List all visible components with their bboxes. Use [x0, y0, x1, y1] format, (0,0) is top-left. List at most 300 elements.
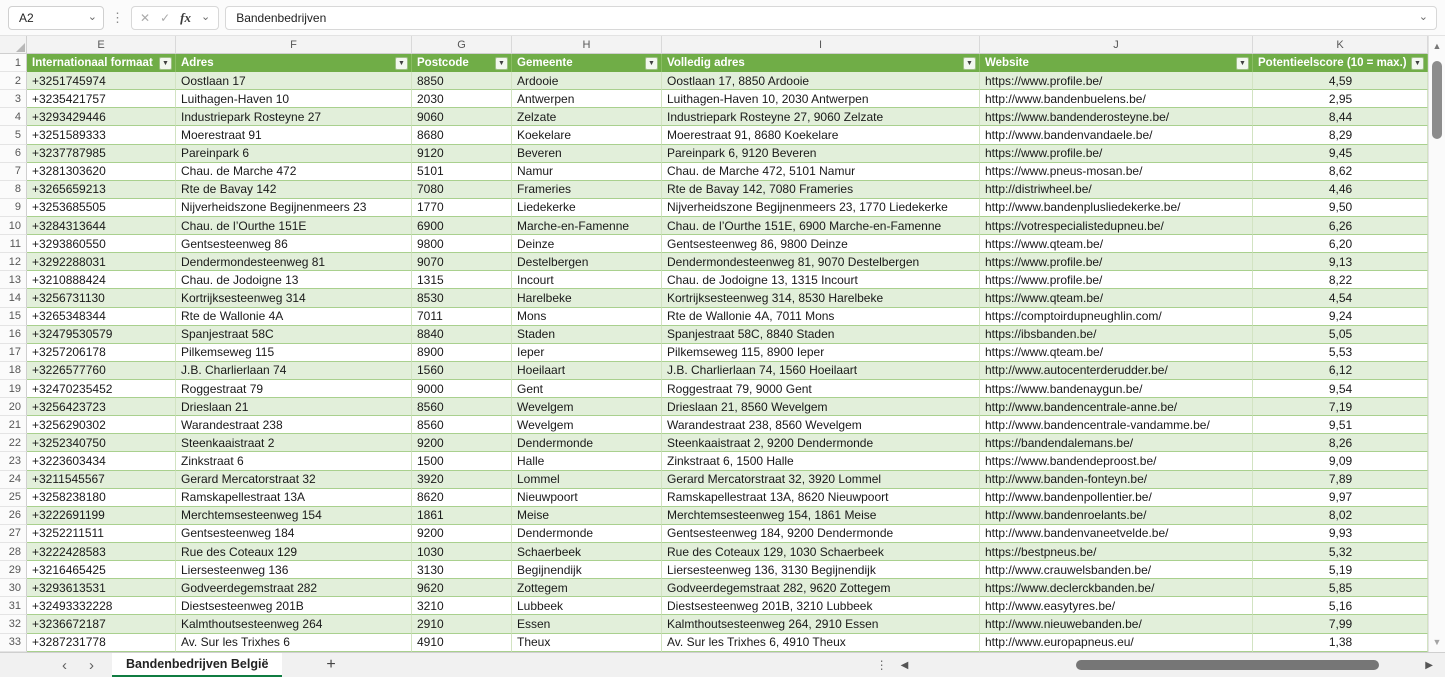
confirm-icon[interactable]: ✓: [160, 10, 171, 25]
prev-sheet-icon[interactable]: ‹: [62, 656, 67, 674]
cell-H21[interactable]: Wevelgem: [512, 416, 662, 434]
cell-K33[interactable]: 1,38: [1253, 634, 1428, 652]
cell-E25[interactable]: +3258238180: [27, 489, 176, 507]
cell-K11[interactable]: 6,20: [1253, 235, 1428, 253]
cell-J9[interactable]: http://www.bandenplusliedekerke.be/: [980, 199, 1253, 217]
row-number[interactable]: 23: [0, 452, 27, 470]
cell-I25[interactable]: Ramskapellestraat 13A, 8620 Nieuwpoort: [662, 489, 980, 507]
row-number[interactable]: 16: [0, 326, 27, 344]
cell-E23[interactable]: +3223603434: [27, 452, 176, 470]
column-letter-I[interactable]: I: [662, 36, 980, 54]
cell-G24[interactable]: 3920: [412, 471, 512, 489]
cell-E33[interactable]: +3287231778: [27, 634, 176, 652]
row-number[interactable]: 22: [0, 434, 27, 452]
cell-I9[interactable]: Nijverheidszone Begijnenmeers 23, 1770 Liedekerke: [662, 199, 980, 217]
cell-I18[interactable]: J.B. Charlierlaan 74, 1560 Hoeilaart: [662, 362, 980, 380]
cell-F25[interactable]: Ramskapellestraat 13A: [176, 489, 412, 507]
cell-K7[interactable]: 8,62: [1253, 163, 1428, 181]
chevron-down-icon[interactable]: ⌄: [200, 11, 211, 23]
sheet-tab-bandenbedrijven-belgie[interactable]: Bandenbedrijven België: [112, 653, 282, 677]
cell-K13[interactable]: 8,22: [1253, 271, 1428, 289]
name-box[interactable]: [8, 6, 104, 30]
cell-K32[interactable]: 7,99: [1253, 615, 1428, 633]
formula-input[interactable]: [225, 6, 1437, 30]
cell-H14[interactable]: Harelbeke: [512, 289, 662, 307]
cell-I19[interactable]: Roggestraat 79, 9000 Gent: [662, 380, 980, 398]
vertical-scrollbar[interactable]: [1428, 36, 1445, 652]
cell-K24[interactable]: 7,89: [1253, 471, 1428, 489]
cell-K29[interactable]: 5,19: [1253, 561, 1428, 579]
cell-G12[interactable]: 9070: [412, 253, 512, 271]
cell-I11[interactable]: Gentsesteenweg 86, 9800 Deinze: [662, 235, 980, 253]
cell-H10[interactable]: Marche-en-Famenne: [512, 217, 662, 235]
cell-K26[interactable]: 8,02: [1253, 507, 1428, 525]
filter-button[interactable]: ▼: [159, 57, 172, 70]
column-letter-F[interactable]: F: [176, 36, 412, 54]
cell-I29[interactable]: Liersesteenweg 136, 3130 Begijnendijk: [662, 561, 980, 579]
cell-E29[interactable]: +3216465425: [27, 561, 176, 579]
cell-E6[interactable]: +3237787985: [27, 145, 176, 163]
row-number[interactable]: 11: [0, 235, 27, 253]
cell-H30[interactable]: Zottegem: [512, 579, 662, 597]
column-letter-J[interactable]: J: [980, 36, 1253, 54]
cell-J11[interactable]: https://www.qteam.be/: [980, 235, 1253, 253]
cell-J3[interactable]: http://www.bandenbuelens.be/: [980, 90, 1253, 108]
cell-I20[interactable]: Drieslaan 21, 8560 Wevelgem: [662, 398, 980, 416]
select-all-corner[interactable]: [0, 36, 27, 54]
cell-J8[interactable]: http://distriwheel.be/: [980, 181, 1253, 199]
cell-H28[interactable]: Schaerbeek: [512, 543, 662, 561]
cell-K2[interactable]: 4,59: [1253, 72, 1428, 90]
cell-G7[interactable]: 5101: [412, 163, 512, 181]
cell-G22[interactable]: 9200: [412, 434, 512, 452]
cell-J5[interactable]: http://www.bandenvandaele.be/: [980, 126, 1253, 144]
cell-G29[interactable]: 3130: [412, 561, 512, 579]
cell-J29[interactable]: http://www.crauwelsbanden.be/: [980, 561, 1253, 579]
cell-K18[interactable]: 6,12: [1253, 362, 1428, 380]
cell-H18[interactable]: Hoeilaart: [512, 362, 662, 380]
cell-J24[interactable]: http://www.banden-fonteyn.be/: [980, 471, 1253, 489]
cell-I14[interactable]: Kortrijksesteenweg 314, 8530 Harelbeke: [662, 289, 980, 307]
cell-I28[interactable]: Rue des Coteaux 129, 1030 Schaerbeek: [662, 543, 980, 561]
cell-G15[interactable]: 7011: [412, 308, 512, 326]
cell-K12[interactable]: 9,13: [1253, 253, 1428, 271]
cell-E21[interactable]: +3256290302: [27, 416, 176, 434]
cell-J27[interactable]: http://www.bandenvaneetvelde.be/: [980, 525, 1253, 543]
cell-G8[interactable]: 7080: [412, 181, 512, 199]
cell-E24[interactable]: +3211545567: [27, 471, 176, 489]
cell-G6[interactable]: 9120: [412, 145, 512, 163]
cell-K17[interactable]: 5,53: [1253, 344, 1428, 362]
cell-I23[interactable]: Zinkstraat 6, 1500 Halle: [662, 452, 980, 470]
cell-I7[interactable]: Chau. de Marche 472, 5101 Namur: [662, 163, 980, 181]
cell-J16[interactable]: https://ibsbanden.be/: [980, 326, 1253, 344]
row-number[interactable]: 24: [0, 471, 27, 489]
cell-J33[interactable]: http://www.europapneus.eu/: [980, 634, 1253, 652]
cell-H24[interactable]: Lommel: [512, 471, 662, 489]
cell-E32[interactable]: +3236672187: [27, 615, 176, 633]
row-number[interactable]: 13: [0, 271, 27, 289]
cell-I17[interactable]: Pilkemseweg 115, 8900 Ieper: [662, 344, 980, 362]
cell-I32[interactable]: Kalmthoutsesteenweg 264, 2910 Essen: [662, 615, 980, 633]
cell-K5[interactable]: 8,29: [1253, 126, 1428, 144]
cell-F9[interactable]: Nijverheidszone Begijnenmeers 23: [176, 199, 412, 217]
cell-J13[interactable]: https://www.profile.be/: [980, 271, 1253, 289]
cell-E26[interactable]: +3222691199: [27, 507, 176, 525]
cell-J18[interactable]: http://www.autocenterderudder.be/: [980, 362, 1253, 380]
cell-E3[interactable]: +3235421757: [27, 90, 176, 108]
cell-G27[interactable]: 9200: [412, 525, 512, 543]
filter-button[interactable]: ▼: [495, 57, 508, 70]
cell-G18[interactable]: 1560: [412, 362, 512, 380]
header-cell-F[interactable]: [176, 54, 412, 72]
row-number[interactable]: 20: [0, 398, 27, 416]
cell-J7[interactable]: https://www.pneus-mosan.be/: [980, 163, 1253, 181]
cancel-icon[interactable]: ✕: [140, 10, 151, 25]
header-cell-J[interactable]: [980, 54, 1253, 72]
cell-I22[interactable]: Steenkaaistraat 2, 9200 Dendermonde: [662, 434, 980, 452]
cell-H5[interactable]: Koekelare: [512, 126, 662, 144]
cell-F21[interactable]: Warandestraat 238: [176, 416, 412, 434]
insert-function-icon[interactable]: fx: [180, 9, 191, 25]
cell-H6[interactable]: Beveren: [512, 145, 662, 163]
row-number[interactable]: 15: [0, 308, 27, 326]
cell-I30[interactable]: Godveerdegemstraat 282, 9620 Zottegem: [662, 579, 980, 597]
cell-E15[interactable]: +3265348344: [27, 308, 176, 326]
cell-H19[interactable]: Gent: [512, 380, 662, 398]
cell-F16[interactable]: Spanjestraat 58C: [176, 326, 412, 344]
cell-J31[interactable]: http://www.easytyres.be/: [980, 597, 1253, 615]
cell-K20[interactable]: 7,19: [1253, 398, 1428, 416]
cell-G30[interactable]: 9620: [412, 579, 512, 597]
row-number[interactable]: 29: [0, 561, 27, 579]
cell-H22[interactable]: Dendermonde: [512, 434, 662, 452]
cell-H31[interactable]: Lubbeek: [512, 597, 662, 615]
row-number[interactable]: 27: [0, 525, 27, 543]
cell-H16[interactable]: Staden: [512, 326, 662, 344]
cell-J2[interactable]: https://www.profile.be/: [980, 72, 1253, 90]
cell-I26[interactable]: Merchtemsesteenweg 154, 1861 Meise: [662, 507, 980, 525]
column-letter-H[interactable]: H: [512, 36, 662, 54]
header-cell-K[interactable]: [1253, 54, 1428, 72]
cell-K30[interactable]: 5,85: [1253, 579, 1428, 597]
cell-K27[interactable]: 9,93: [1253, 525, 1428, 543]
cell-E30[interactable]: +3293613531: [27, 579, 176, 597]
formula-bar-expand-icon[interactable]: ⌄: [1418, 11, 1428, 23]
vertical-scroll-thumb[interactable]: [1432, 61, 1442, 139]
cell-H3[interactable]: Antwerpen: [512, 90, 662, 108]
cell-F3[interactable]: Luithagen-Haven 10: [176, 90, 412, 108]
cell-K21[interactable]: 9,51: [1253, 416, 1428, 434]
cell-E19[interactable]: +32470235452: [27, 380, 176, 398]
cell-F22[interactable]: Steenkaaistraat 2: [176, 434, 412, 452]
row-number[interactable]: 18: [0, 362, 27, 380]
cell-I31[interactable]: Diestsesteenweg 201B, 3210 Lubbeek: [662, 597, 980, 615]
cell-H27[interactable]: Dendermonde: [512, 525, 662, 543]
row-number[interactable]: 21: [0, 416, 27, 434]
cell-H9[interactable]: Liedekerke: [512, 199, 662, 217]
row-number[interactable]: 5: [0, 126, 27, 144]
cell-K6[interactable]: 9,45: [1253, 145, 1428, 163]
cell-I21[interactable]: Warandestraat 238, 8560 Wevelgem: [662, 416, 980, 434]
cell-I6[interactable]: Pareinpark 6, 9120 Beveren: [662, 145, 980, 163]
cell-H4[interactable]: Zelzate: [512, 108, 662, 126]
cell-G28[interactable]: 1030: [412, 543, 512, 561]
cell-I2[interactable]: Oostlaan 17, 8850 Ardooie: [662, 72, 980, 90]
row-number[interactable]: 31: [0, 597, 27, 615]
cell-F33[interactable]: Av. Sur les Trixhes 6: [176, 634, 412, 652]
cell-F2[interactable]: Oostlaan 17: [176, 72, 412, 90]
scroll-down-icon[interactable]: ▼: [1432, 637, 1442, 647]
cell-H12[interactable]: Destelbergen: [512, 253, 662, 271]
cell-G23[interactable]: 1500: [412, 452, 512, 470]
header-cell-E[interactable]: [27, 54, 176, 72]
cell-J32[interactable]: http://www.nieuwebanden.be/: [980, 615, 1253, 633]
cell-I3[interactable]: Luithagen-Haven 10, 2030 Antwerpen: [662, 90, 980, 108]
cell-F31[interactable]: Diestsesteenweg 201B: [176, 597, 412, 615]
cell-E5[interactable]: +3251589333: [27, 126, 176, 144]
cell-J20[interactable]: http://www.bandencentrale-anne.be/: [980, 398, 1253, 416]
cell-E4[interactable]: +3293429446: [27, 108, 176, 126]
cell-I33[interactable]: Av. Sur les Trixhes 6, 4910 Theux: [662, 634, 980, 652]
cell-F14[interactable]: Kortrijksesteenweg 314: [176, 289, 412, 307]
cell-F12[interactable]: Dendermondesteenweg 81: [176, 253, 412, 271]
cell-K16[interactable]: 5,05: [1253, 326, 1428, 344]
cell-F15[interactable]: Rte de Wallonie 4A: [176, 308, 412, 326]
cell-K8[interactable]: 4,46: [1253, 181, 1428, 199]
cell-I4[interactable]: Industriepark Rosteyne 27, 9060 Zelzate: [662, 108, 980, 126]
row-number[interactable]: 28: [0, 543, 27, 561]
cell-K23[interactable]: 9,09: [1253, 452, 1428, 470]
cell-E7[interactable]: +3281303620: [27, 163, 176, 181]
cell-G3[interactable]: 2030: [412, 90, 512, 108]
cell-J10[interactable]: https://votrespecialistedupneu.be/: [980, 217, 1253, 235]
filter-button[interactable]: ▼: [1411, 57, 1424, 70]
cell-J15[interactable]: https://comptoirdupneughlin.com/: [980, 308, 1253, 326]
cell-I13[interactable]: Chau. de Jodoigne 13, 1315 Incourt: [662, 271, 980, 289]
row-number[interactable]: 7: [0, 163, 27, 181]
cell-K9[interactable]: 9,50: [1253, 199, 1428, 217]
cell-H11[interactable]: Deinze: [512, 235, 662, 253]
cell-K31[interactable]: 5,16: [1253, 597, 1428, 615]
header-cell-I[interactable]: [662, 54, 980, 72]
cell-F26[interactable]: Merchtemsesteenweg 154: [176, 507, 412, 525]
cell-J21[interactable]: http://www.bandencentrale-vandamme.be/: [980, 416, 1253, 434]
cell-H17[interactable]: Ieper: [512, 344, 662, 362]
cell-J4[interactable]: https://www.bandenderosteyne.be/: [980, 108, 1253, 126]
cell-K4[interactable]: 8,44: [1253, 108, 1428, 126]
row-number[interactable]: 17: [0, 344, 27, 362]
cell-H8[interactable]: Frameries: [512, 181, 662, 199]
cell-E28[interactable]: +3222428583: [27, 543, 176, 561]
cell-K19[interactable]: 9,54: [1253, 380, 1428, 398]
cell-J23[interactable]: https://www.bandendeproost.be/: [980, 452, 1253, 470]
cell-I15[interactable]: Rte de Wallonie 4A, 7011 Mons: [662, 308, 980, 326]
cell-G4[interactable]: 9060: [412, 108, 512, 126]
cell-E10[interactable]: +3284313644: [27, 217, 176, 235]
column-letter-K[interactable]: K: [1253, 36, 1428, 54]
cell-F32[interactable]: Kalmthoutsesteenweg 264: [176, 615, 412, 633]
cell-E22[interactable]: +3252340750: [27, 434, 176, 452]
next-sheet-icon[interactable]: ›: [89, 656, 94, 674]
cell-F29[interactable]: Liersesteenweg 136: [176, 561, 412, 579]
cell-E9[interactable]: +3253685505: [27, 199, 176, 217]
cell-E2[interactable]: +3251745974: [27, 72, 176, 90]
cell-I24[interactable]: Gerard Mercatorstraat 32, 3920 Lommel: [662, 471, 980, 489]
cell-F11[interactable]: Gentsesteenweg 86: [176, 235, 412, 253]
header-cell-G[interactable]: [412, 54, 512, 72]
filter-button[interactable]: ▼: [1236, 57, 1249, 70]
cell-F20[interactable]: Drieslaan 21: [176, 398, 412, 416]
scroll-left-icon[interactable]: ◀: [900, 659, 909, 671]
cell-F6[interactable]: Pareinpark 6: [176, 145, 412, 163]
filter-button[interactable]: ▼: [645, 57, 658, 70]
cell-K28[interactable]: 5,32: [1253, 543, 1428, 561]
cell-I16[interactable]: Spanjestraat 58C, 8840 Staden: [662, 326, 980, 344]
cell-H20[interactable]: Wevelgem: [512, 398, 662, 416]
cell-I10[interactable]: Chau. de l’Ourthe 151E, 6900 Marche-en-Famenne: [662, 217, 980, 235]
row-number[interactable]: 30: [0, 579, 27, 597]
cell-E20[interactable]: +3256423723: [27, 398, 176, 416]
cell-J22[interactable]: https://bandendalemans.be/: [980, 434, 1253, 452]
row-number[interactable]: 14: [0, 289, 27, 307]
cell-G11[interactable]: 9800: [412, 235, 512, 253]
cell-H13[interactable]: Incourt: [512, 271, 662, 289]
cell-G14[interactable]: 8530: [412, 289, 512, 307]
cell-G17[interactable]: 8900: [412, 344, 512, 362]
cell-E31[interactable]: +32493332228: [27, 597, 176, 615]
cell-F4[interactable]: Industriepark Rosteyne 27: [176, 108, 412, 126]
cell-G25[interactable]: 8620: [412, 489, 512, 507]
cell-F10[interactable]: Chau. de l’Ourthe 151E: [176, 217, 412, 235]
cell-J12[interactable]: https://www.profile.be/: [980, 253, 1253, 271]
header-cell-H[interactable]: [512, 54, 662, 72]
cell-H32[interactable]: Essen: [512, 615, 662, 633]
cell-F8[interactable]: Rte de Bavay 142: [176, 181, 412, 199]
cell-F30[interactable]: Godveerdegemstraat 282: [176, 579, 412, 597]
cell-G13[interactable]: 1315: [412, 271, 512, 289]
cell-F23[interactable]: Zinkstraat 6: [176, 452, 412, 470]
filter-button[interactable]: ▼: [963, 57, 976, 70]
cell-F19[interactable]: Roggestraat 79: [176, 380, 412, 398]
row-number[interactable]: 10: [0, 217, 27, 235]
cell-H26[interactable]: Meise: [512, 507, 662, 525]
cell-H33[interactable]: Theux: [512, 634, 662, 652]
add-sheet-button[interactable]: +: [326, 656, 336, 673]
row-number[interactable]: 9: [0, 199, 27, 217]
cell-H15[interactable]: Mons: [512, 308, 662, 326]
cell-K25[interactable]: 9,97: [1253, 489, 1428, 507]
cell-F17[interactable]: Pilkemseweg 115: [176, 344, 412, 362]
cell-G5[interactable]: 8680: [412, 126, 512, 144]
cell-H2[interactable]: Ardooie: [512, 72, 662, 90]
cell-J30[interactable]: https://www.declerckbanden.be/: [980, 579, 1253, 597]
scroll-up-icon[interactable]: ▲: [1432, 41, 1442, 51]
vertical-scroll-track[interactable]: [1429, 53, 1445, 635]
cell-E16[interactable]: +32479530579: [27, 326, 176, 344]
row-number[interactable]: 32: [0, 615, 27, 633]
cell-E11[interactable]: +3293860550: [27, 235, 176, 253]
row-number[interactable]: 4: [0, 108, 27, 126]
scroll-right-icon[interactable]: ▶: [1425, 659, 1433, 671]
cell-J19[interactable]: https://www.bandenaygun.be/: [980, 380, 1253, 398]
cell-G31[interactable]: 3210: [412, 597, 512, 615]
cell-G9[interactable]: 1770: [412, 199, 512, 217]
row-number[interactable]: 3: [0, 90, 27, 108]
cell-K14[interactable]: 4,54: [1253, 289, 1428, 307]
cell-H7[interactable]: Namur: [512, 163, 662, 181]
kebab-icon[interactable]: ⋮: [111, 9, 124, 25]
row-number[interactable]: 2: [0, 72, 27, 90]
cell-J25[interactable]: http://www.bandenpollentier.be/: [980, 489, 1253, 507]
cell-F5[interactable]: Moerestraat 91: [176, 126, 412, 144]
cell-H29[interactable]: Begijnendijk: [512, 561, 662, 579]
cell-E13[interactable]: +3210888424: [27, 271, 176, 289]
cell-H23[interactable]: Halle: [512, 452, 662, 470]
cell-G21[interactable]: 8560: [412, 416, 512, 434]
cell-F28[interactable]: Rue des Coteaux 129: [176, 543, 412, 561]
cell-J6[interactable]: https://www.profile.be/: [980, 145, 1253, 163]
cell-F13[interactable]: Chau. de Jodoigne 13: [176, 271, 412, 289]
cell-E17[interactable]: +3257206178: [27, 344, 176, 362]
cell-J14[interactable]: https://www.qteam.be/: [980, 289, 1253, 307]
cell-K3[interactable]: 2,95: [1253, 90, 1428, 108]
row-number[interactable]: 26: [0, 507, 27, 525]
cell-F24[interactable]: Gerard Mercatorstraat 32: [176, 471, 412, 489]
cell-F18[interactable]: J.B. Charlierlaan 74: [176, 362, 412, 380]
row-number[interactable]: 12: [0, 253, 27, 271]
cell-K10[interactable]: 6,26: [1253, 217, 1428, 235]
cell-G33[interactable]: 4910: [412, 634, 512, 652]
cell-G20[interactable]: 8560: [412, 398, 512, 416]
cell-E14[interactable]: +3256731130: [27, 289, 176, 307]
cell-I8[interactable]: Rte de Bavay 142, 7080 Frameries: [662, 181, 980, 199]
horizontal-scroll-track[interactable]: [914, 659, 1419, 671]
cell-F7[interactable]: Chau. de Marche 472: [176, 163, 412, 181]
cell-G32[interactable]: 2910: [412, 615, 512, 633]
cell-E27[interactable]: +3252211511: [27, 525, 176, 543]
row-number[interactable]: 33: [0, 634, 27, 652]
cell-I5[interactable]: Moerestraat 91, 8680 Koekelare: [662, 126, 980, 144]
cell-I27[interactable]: Gentsesteenweg 184, 9200 Dendermonde: [662, 525, 980, 543]
row-number[interactable]: 6: [0, 145, 27, 163]
cell-K22[interactable]: 8,26: [1253, 434, 1428, 452]
chevron-down-icon[interactable]: ⌄: [87, 11, 97, 23]
column-letter-E[interactable]: E: [27, 36, 176, 54]
cell-J26[interactable]: http://www.bandenroelants.be/: [980, 507, 1253, 525]
horizontal-scroll-thumb[interactable]: [1076, 660, 1379, 670]
column-letter-G[interactable]: G: [412, 36, 512, 54]
cell-J17[interactable]: https://www.qteam.be/: [980, 344, 1253, 362]
kebab-icon[interactable]: ⋮: [875, 658, 888, 672]
cell-G26[interactable]: 1861: [412, 507, 512, 525]
cell-I12[interactable]: Dendermondesteenweg 81, 9070 Destelbergen: [662, 253, 980, 271]
row-number[interactable]: 8: [0, 181, 27, 199]
cell-K15[interactable]: 9,24: [1253, 308, 1428, 326]
cell-H25[interactable]: Nieuwpoort: [512, 489, 662, 507]
row-number[interactable]: 19: [0, 380, 27, 398]
cell-G2[interactable]: 8850: [412, 72, 512, 90]
cell-G10[interactable]: 6900: [412, 217, 512, 235]
cell-E12[interactable]: +3292288031: [27, 253, 176, 271]
cell-G19[interactable]: 9000: [412, 380, 512, 398]
cell-E18[interactable]: +3226577760: [27, 362, 176, 380]
cell-J28[interactable]: https://bestpneus.be/: [980, 543, 1253, 561]
cell-E8[interactable]: +3265659213: [27, 181, 176, 199]
row-number[interactable]: 25: [0, 489, 27, 507]
filter-button[interactable]: ▼: [395, 57, 408, 70]
cell-G16[interactable]: 8840: [412, 326, 512, 344]
